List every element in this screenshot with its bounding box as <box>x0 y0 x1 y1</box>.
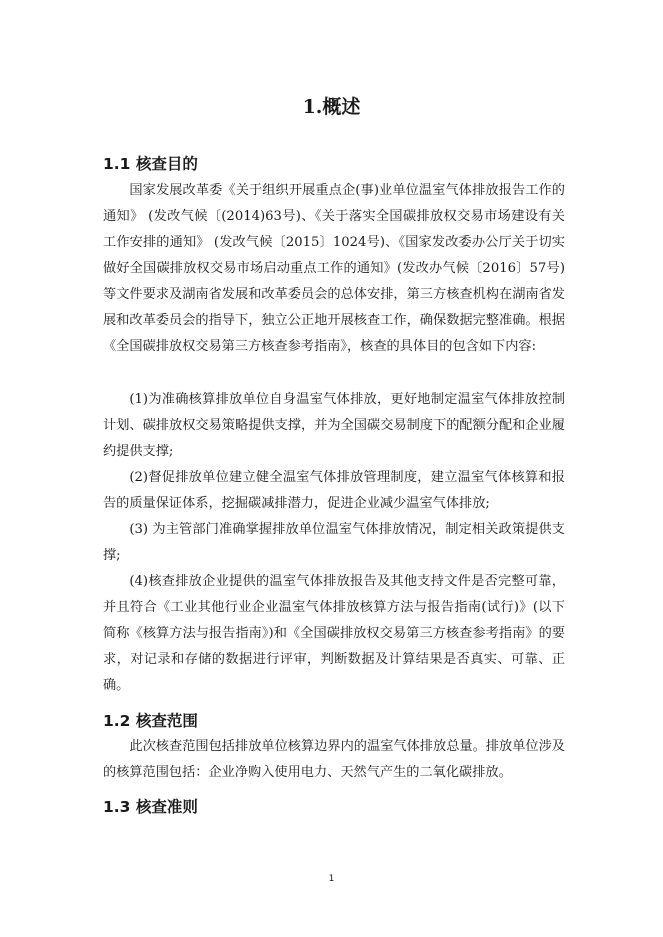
paragraph-purpose-item-3: (3) 为主管部门准确掌握排放单位温室气体排放情况，制定相关政策提供支撑; <box>103 522 565 563</box>
section-heading-1-2: 1.2 核查范围 <box>103 712 198 730</box>
page-number: 1 <box>328 874 335 884</box>
page-title: 1.概述 <box>302 96 361 118</box>
paragraph-purpose-intro: 国家发展改革委《关于组织开展重点企(事)业单位温室气体排放报告工作的通知》 (发改气候〔(2014)63号)、《关于落实全国碳排放权交易市场建设有关工作安排的通知》 (发改气候〔2015〕1024号)、《国家发改委办公厅关于切实做好全国碳排放权交易市场启动重点工作的通知》(发改办气候〔2016〕57号)等文件要求及湖南省发展和改革委员会的总体安排，第三方核查机构在湖南省发展和改革委员会的指导下，独立公正地开展核查工作，确保数据完整准确。根据《全国碳排放权交易第三方核查参考指南》，核查的具体目的包含如下内容: <box>103 183 565 354</box>
section-heading-1-1: 1.1 核查目的 <box>103 155 198 173</box>
paragraph-purpose-item-1: (1)为准确核算排放单位自身温室气体排放，更好地制定温室气体排放控制计划、碳排放权交易策略提供支撑，并为全国碳交易制度下的配额分配和企业履约提供支撑; <box>103 392 565 459</box>
paragraph-scope: 此次核查范围包括排放单位核算边界内的温室气体排放总量。排放单位涉及的核算范围包括：企业净购入使用电力、天然气产生的二氧化碳排放。 <box>103 739 565 780</box>
paragraph-purpose-item-2: (2)督促排放单位建立健全温室气体排放管理制度，建立温室气体核算和报告的质量保证体系，挖掘碳减排潜力，促进企业减少温室气体排放; <box>103 470 565 511</box>
section-heading-1-3: 1.3 核查准则 <box>103 798 198 816</box>
paragraph-purpose-item-4: (4)核查排放企业提供的温室气体排放报告及其他支持文件是否完整可靠，并且符合《工业其他行业企业温室气体排放核算方法与报告指南(试行)》(以下简称《核算方法与报告指南》)和《全国碳排放权交易第三方核查参考指南》的要求，对记录和存储的数据进行评审，判断数据及计算结果是否真实、可靠、正确。 <box>103 574 565 693</box>
